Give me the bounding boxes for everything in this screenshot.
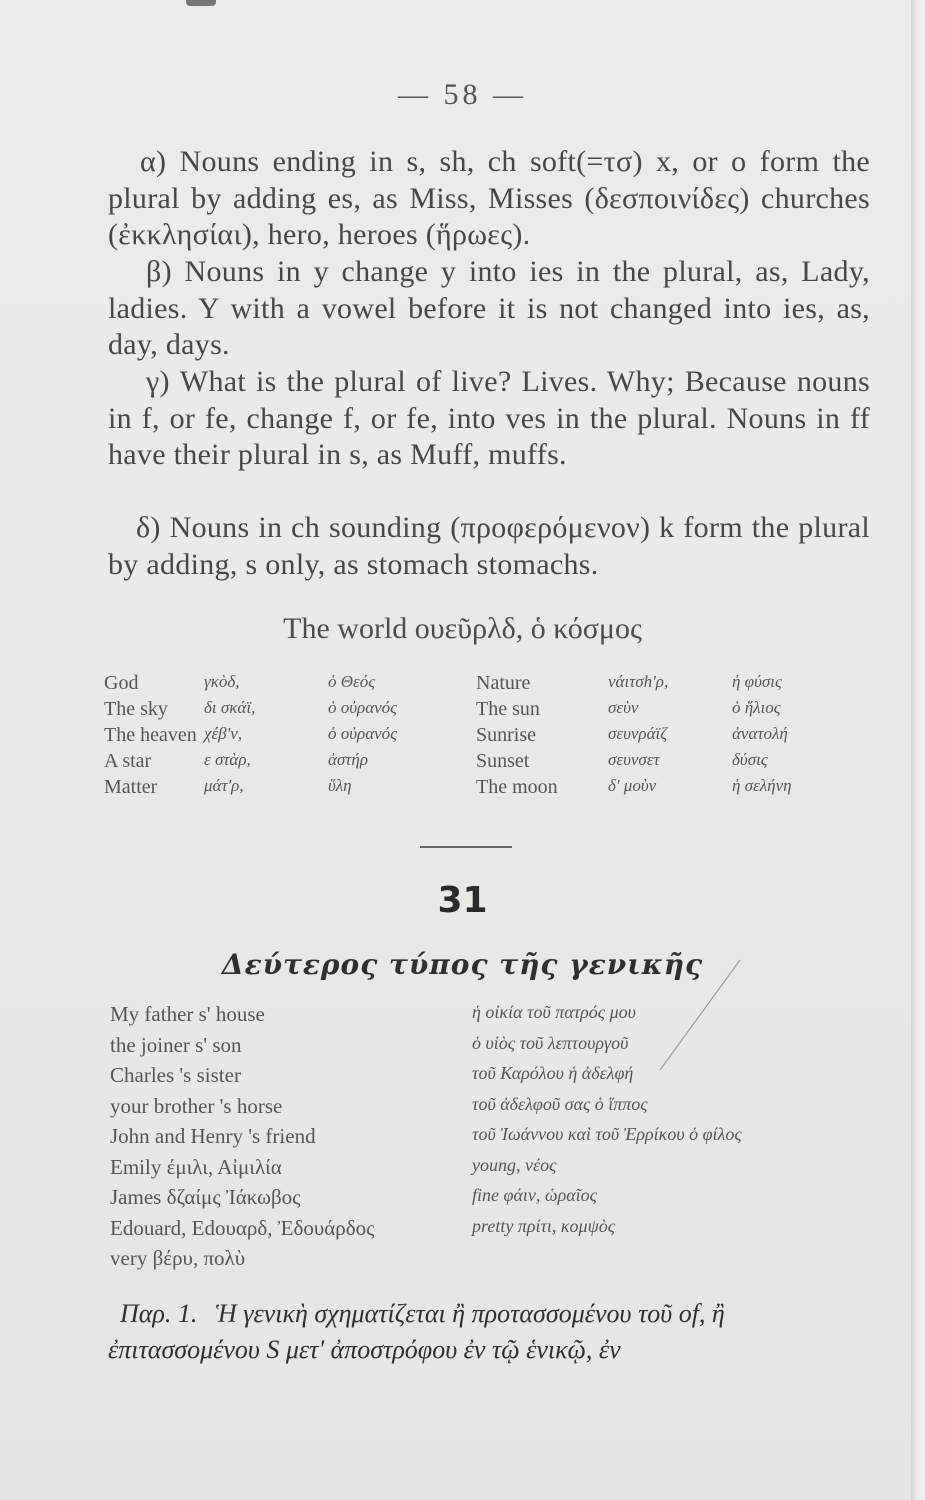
page-number: — 58 — — [398, 78, 527, 111]
vocab-greek: ἀστήρ — [328, 750, 368, 769]
example-line: your brother 's horse — [110, 1093, 283, 1118]
rule-beta: β) Nouns in y change y into ies in the plural, as, Lady, ladies. Y with a vowel before it is not changed into ies, as, day, days. — [108, 255, 870, 361]
vocab-pronunciation: γκὸδ, — [204, 672, 240, 691]
example-line: James δζαίμς Ἰάκωβος — [110, 1185, 301, 1209]
rule-gamma: γ) What is the plural of live? Lives. Why; Because nouns in f, or fe, change f, or fe, into ves in the plural. Nouns in ff have their plural in s, as Muff, muffs. — [108, 365, 870, 471]
vocab-greek: ὁ ἥλιος — [732, 698, 781, 717]
vocab-english: God — [104, 672, 139, 694]
example-line: fine φάιν, ὡραῖος — [472, 1185, 597, 1205]
vocab-greek: ὁ οὐρανός — [328, 698, 398, 717]
example-line: Charles 's sister — [110, 1063, 241, 1087]
examples-greek-column — [472, 1002, 892, 1246]
vocab-english: The sun — [476, 698, 540, 720]
example-line: Emily έμιλι, Αἰμιλία — [110, 1154, 282, 1179]
vocab-greek: ἡ φύσις — [732, 672, 782, 691]
page-edge-mark — [186, 0, 216, 6]
vocab-english: A star — [104, 750, 152, 772]
vocab-pronunciation: σευνσετ — [608, 750, 660, 769]
vocab-pronunciation: σεὺν — [608, 698, 639, 717]
vocabulary-row — [104, 672, 864, 698]
vocab-greek: ὕλη — [328, 776, 352, 795]
example-line: τοῦ Ἰωάννου καὶ τοῦ Ἐρρίκου ὁ φίλος — [472, 1124, 742, 1144]
vocabulary-title: The world ουεῦρλδ, ὁ κόσμος — [283, 612, 642, 645]
note-label: Παρ. 1. — [120, 1299, 198, 1328]
lesson-title: Δεύτερος τύπος τῆς γενικῆς — [221, 948, 704, 981]
example-line: ὁ υἱὸς τοῦ λεπτουργοῦ — [472, 1032, 629, 1053]
rule-alpha: α) Nouns ending in s, sh, ch soft(=τσ) x, or o form the plural by adding es, as Miss, Misses (δεσποινίδες) churches (ἐκκλησίαι), hero, heroes (ἥρωες). — [108, 145, 870, 251]
vocab-pronunciation: σευνράϊζ — [608, 724, 668, 743]
page-gutter-shadow — [911, 0, 925, 1500]
vocab-english: Sunrise — [476, 724, 536, 746]
vocab-pronunciation: δ' μοὺν — [608, 776, 657, 795]
vocab-greek: ἡ σελήνη — [732, 776, 792, 795]
vocab-english: The sky — [104, 698, 168, 720]
example-line: very βέρυ, πολὺ — [110, 1246, 246, 1270]
vocab-pronunciation: νάιτσh'ρ, — [608, 672, 669, 691]
vocabulary-row — [104, 698, 864, 724]
lesson-number: 31 — [437, 880, 488, 921]
vocab-pronunciation: μάτ'ρ, — [204, 776, 244, 795]
vocab-pronunciation: ε στὰρ, — [204, 750, 251, 769]
vocab-greek: ὁ οὐρανός — [328, 724, 398, 743]
vocab-greek: δύσις — [732, 750, 768, 769]
example-line: pretty πρίτι, κομψὸς — [472, 1215, 616, 1236]
example-line: My father s' house — [110, 1002, 265, 1026]
vocabulary-row — [104, 750, 864, 776]
vocab-english: The moon — [476, 776, 558, 798]
grammar-note — [108, 1296, 868, 1368]
vocabulary-row — [104, 776, 864, 802]
vocab-greek: ὁ Θεός — [328, 672, 376, 691]
example-line: the joiner s' son — [110, 1032, 242, 1057]
example-line: τοῦ Καρόλου ἡ ἀδελφή — [472, 1063, 634, 1083]
vocab-english: Sunset — [476, 750, 530, 772]
example-line: John and Henry 's friend — [110, 1124, 316, 1148]
example-line: ἡ οἰκία τοῦ πατρός μου — [472, 1002, 636, 1022]
vocab-pronunciation: χέβ'ν, — [204, 724, 243, 743]
vocabulary-table — [104, 672, 864, 802]
example-line: τοῦ ἀδελφοῦ σας ὁ ἵππος — [472, 1093, 648, 1114]
vocabulary-row — [104, 724, 864, 750]
vocab-greek: ἀνατολή — [732, 724, 788, 743]
vocab-english: Matter — [104, 776, 158, 798]
rule-delta: δ) Nouns in ch sounding (προφερόμενον) k form the plural by adding, s only, as stomach stomachs. — [108, 511, 870, 581]
example-line: Edouard, Edουαρδ, Ἐδουάρδος — [110, 1215, 375, 1240]
section-divider — [420, 846, 512, 848]
vocab-english: Nature — [476, 672, 531, 694]
note-text: Ἡ γενικὴ σχηματίζεται ἢ προτασσομένου τοῦ of, ἢ ἐπιτασσομένου S μετ' ἀποστρόφου ἐν τῷ ἑνικῷ, ἐν — [108, 1299, 725, 1364]
vocab-english: The heaven — [104, 724, 197, 746]
vocab-pronunciation: δι σκάϊ, — [204, 698, 256, 717]
example-line: young, νέος — [472, 1154, 557, 1175]
examples-english-column — [110, 1002, 470, 1277]
